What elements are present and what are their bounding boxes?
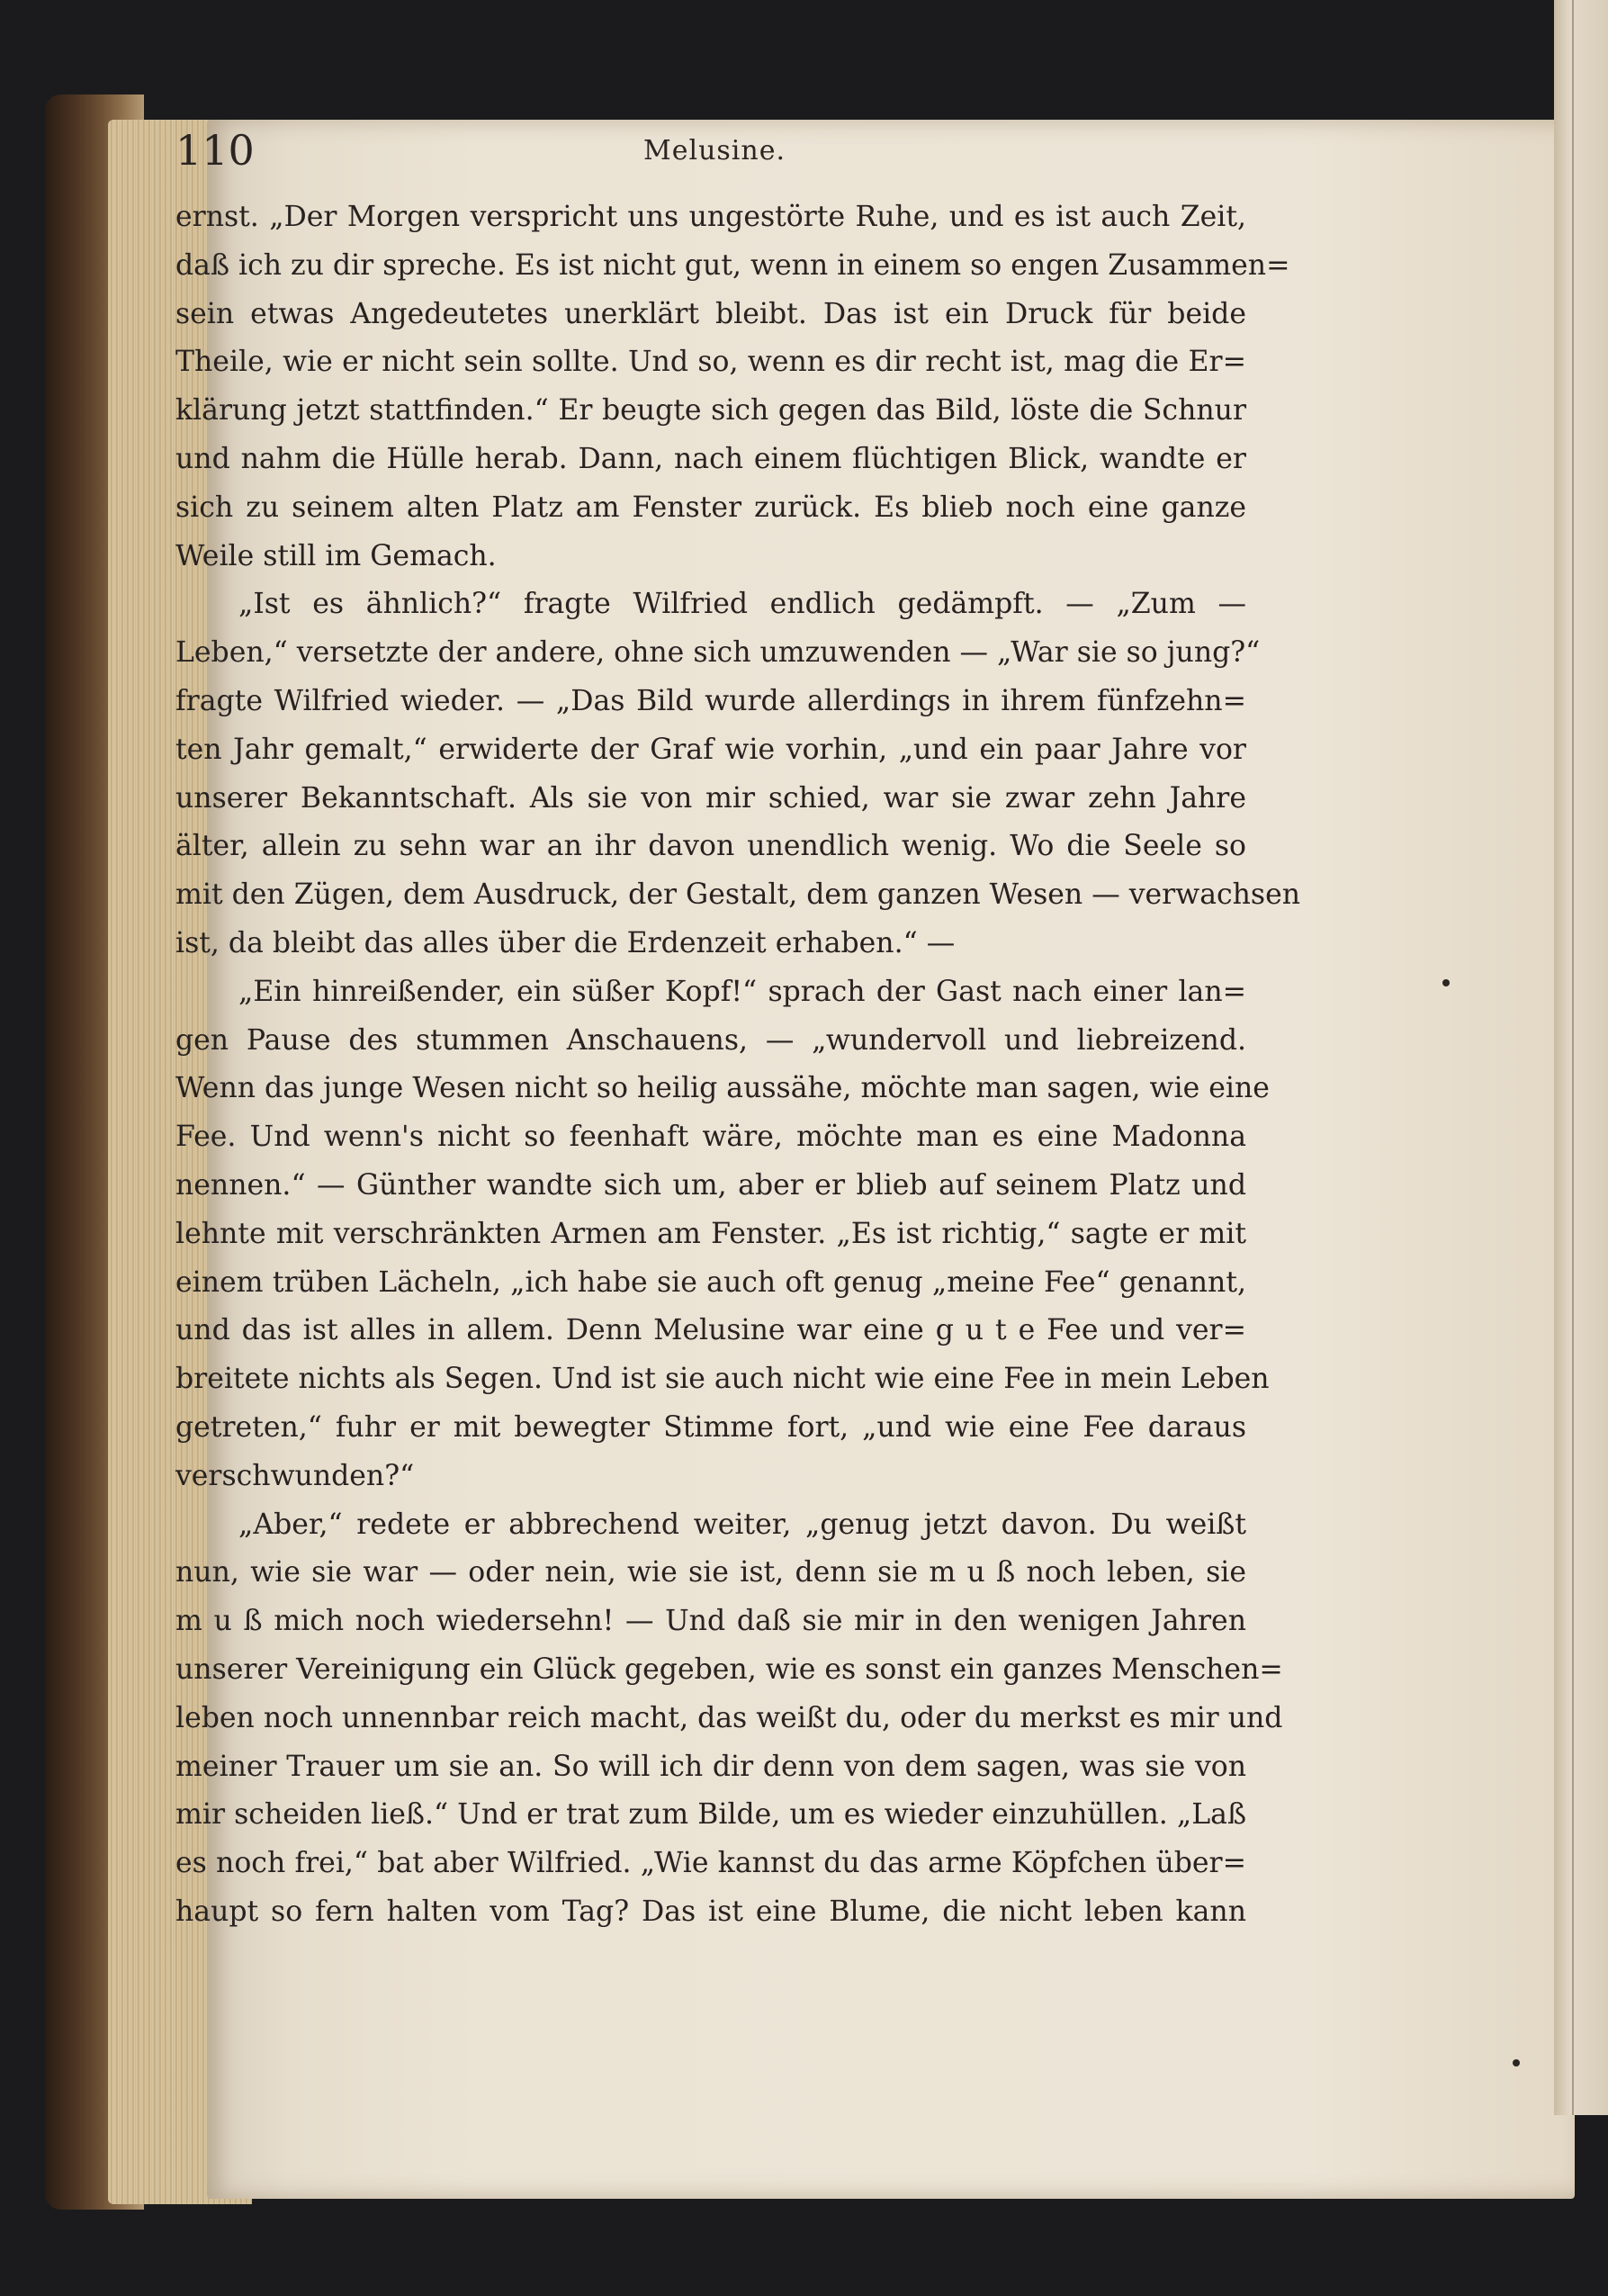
text-line: mit den Zügen, dem Ausdruck, der Gestalt, dem ganzen Wesen — verwachsen — [175, 878, 1301, 912]
text-line: sein etwas Angedeutetes unerklärt bleibt. Das ist ein Druck für beide — [175, 297, 1246, 330]
text-line: „Aber,“ redete er abbrechend weiter, „genug jetzt davon. Du weißt — [238, 1508, 1246, 1541]
text-line: „Ist es ähnlich?“ fragte Wilfried endlich gedämpft. — „Zum — — [238, 588, 1246, 621]
text-line: verschwunden?“ — [175, 1459, 415, 1492]
text-line: „Ein hinreißender, ein süßer Kopf!“ sprach der Gast nach einer lan= — [238, 975, 1246, 1008]
facing-page-edge — [1554, 0, 1608, 2115]
text-line: unserer Bekanntschaft. Als sie von mir schied, war sie zwar zehn Jahre — [175, 781, 1246, 815]
text-line: m u ß mich noch wiedersehn! — Und daß sie mir in den wenigen Jahren — [175, 1605, 1246, 1638]
text-line: Theile, wie er nicht sein sollte. Und so, wenn es dir recht ist, mag die Er= — [175, 346, 1246, 379]
text-line: daß ich zu dir spreche. Es ist nicht gut, wenn in einem so engen Zusammen= — [175, 248, 1290, 282]
text-line: nun, wie sie war — oder nein, wie sie ist, denn sie m u ß noch leben, sie — [175, 1556, 1246, 1589]
text-line: sich zu seinem alten Platz am Fenster zurück. Es blieb noch eine ganze — [175, 491, 1246, 524]
text-line: es noch frei,“ bat aber Wilfried. „Wie kannst du das arme Köpfchen über= — [175, 1847, 1246, 1880]
text-line: breitete nichts als Segen. Und ist sie auch nicht wie eine Fee in mein Leben — [175, 1363, 1270, 1396]
text-line: und das ist alles in allem. Denn Melusine war eine g u t e Fee und ver= — [175, 1314, 1246, 1347]
text-line: ist, da bleibt das alles über die Erdenzeit erhaben.“ — — [175, 926, 956, 959]
print-speck — [1442, 979, 1450, 986]
text-line: mir scheiden ließ.“ Und er trat zum Bilde, um es wieder einzuhüllen. „Laß — [175, 1798, 1246, 1832]
print-speck — [1513, 2059, 1520, 2066]
text-line: Wenn das junge Wesen nicht so heilig aussähe, möchte man sagen, wie eine — [175, 1072, 1270, 1105]
text-line: ten Jahr gemalt,“ erwiderte der Graf wie vorhin, „und ein paar Jahre vor — [175, 733, 1246, 766]
text-line: getreten,“ fuhr er mit bewegter Stimme fort, „und wie eine Fee daraus — [175, 1410, 1246, 1444]
text-line: klärung jetzt stattfinden.“ Er beugte sich gegen das Bild, löste die Schnur — [175, 394, 1246, 428]
text-line: meiner Trauer um sie an. So will ich dir denn von dem sagen, was sie von — [175, 1750, 1246, 1783]
text-line: fragte Wilfried wieder. — „Das Bild wurde allerdings in ihrem fünfzehn= — [175, 684, 1246, 717]
text-line: Weile still im Gemach. — [175, 539, 497, 572]
text-line: Leben,“ versetzte der andere, ohne sich umzuwenden — „War sie so jung?“ — [175, 636, 1261, 670]
body-text — [175, 194, 1301, 1937]
text-line: ernst. „Der Morgen verspricht uns ungestörte Ruhe, und es ist auch Zeit, — [175, 201, 1246, 233]
text-line: und nahm die Hülle herab. Dann, nach einem flüchtigen Blick, wandte er — [175, 442, 1246, 475]
running-title: Melusine. — [643, 135, 786, 167]
text-line: unserer Vereinigung ein Glück gegeben, wie es sonst ein ganzes Menschen= — [175, 1652, 1283, 1686]
text-line: Fee. Und wenn's nicht so feenhaft wäre, möchte man es eine Madonna — [175, 1121, 1246, 1154]
page-number: 110 — [175, 126, 255, 175]
text-line: lehnte mit verschränkten Armen am Fenster. „Es ist richtig,“ sagte er mit — [175, 1217, 1246, 1250]
text-line: haupt so fern halten vom Tag? Das ist eine Blume, die nicht leben kann — [175, 1895, 1246, 1928]
text-line: einem trüben Lächeln, „ich habe sie auch oft genug „meine Fee“ genannt, — [175, 1265, 1246, 1299]
text-line: nennen.“ — Günther wandte sich um, aber er blieb auf seinem Platz und — [175, 1168, 1246, 1202]
text-line: gen Pause des stummen Anschauens, — „wundervoll und liebreizend. — [175, 1023, 1246, 1057]
text-line: leben noch unnennbar reich macht, das weißt du, oder du merkst es mir und — [175, 1701, 1283, 1734]
text-line: älter, allein zu sehn war an ihr davon unendlich wenig. Wo die Seele so — [175, 830, 1246, 863]
